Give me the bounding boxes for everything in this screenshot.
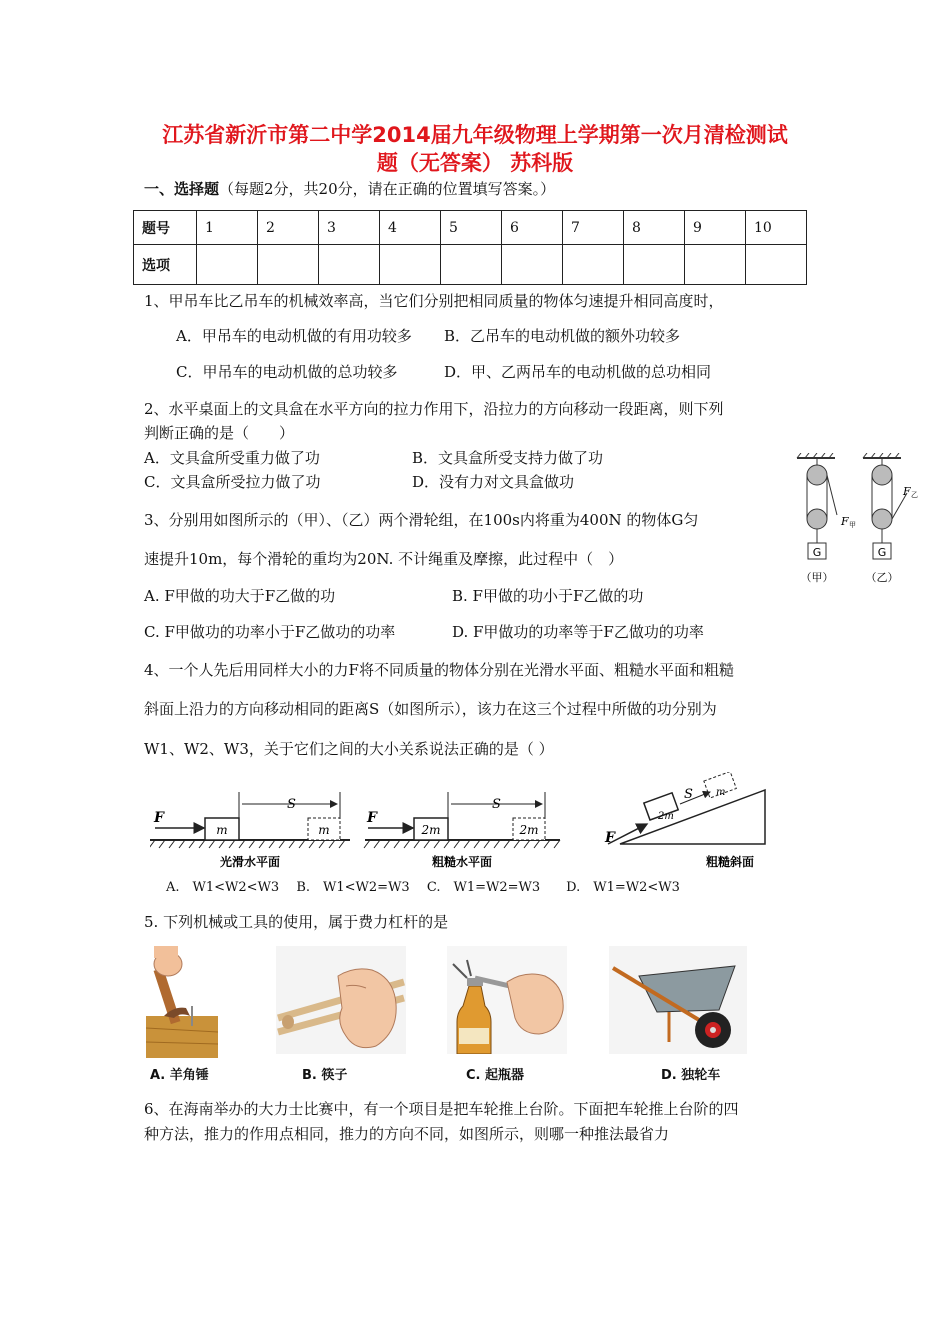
panel-rough-distance-label: S	[492, 797, 501, 812]
q5-caption-d: D. 独轮车	[661, 1068, 721, 1083]
q6-stem-line2: 种方法，推力的作用点相同，推力的方向不同，如图所示，则哪一种推法最省力	[144, 1125, 670, 1143]
answer-table-number: 8	[624, 211, 685, 245]
pulley-yi	[863, 453, 907, 559]
q1-stem: 1、甲吊车比乙吊车的机械效率高，当它们分别把相同质量的物体匀速提升相同高度时，	[144, 292, 724, 310]
pulley-jia-weight-label: G	[812, 546, 822, 559]
answer-cell[interactable]	[319, 245, 380, 285]
answer-table-number: 6	[502, 211, 563, 245]
q2-option-c: C．文具盒所受拉力做了功	[144, 473, 321, 491]
page-title-line2: 题（无答案） 苏科版	[376, 151, 574, 175]
q5-stem: 5. 下列机械或工具的使用，属于费力杠杆的是	[144, 913, 449, 931]
section-heading-label: 一、选择题	[144, 180, 220, 198]
q5-caption-a: A. 羊角锤	[150, 1068, 209, 1083]
answer-cell[interactable]	[441, 245, 502, 285]
panel-incline-distance-label: S	[684, 787, 693, 802]
answer-table-number: 2	[258, 211, 319, 245]
panel-incline-block-dashed-label: m	[716, 787, 726, 798]
q2-stem-line1: 2、水平桌面上的文具盒在水平方向的拉力作用下，沿拉力的方向移动一段距离，则下列	[144, 400, 724, 418]
panel-smooth-block-label: m	[216, 823, 228, 837]
panel-smooth-caption: 光滑水平面	[219, 855, 281, 869]
pulley-jia-label: （甲）	[800, 571, 834, 584]
answer-cell[interactable]	[563, 245, 624, 285]
panel-incline-block-label: 2m	[658, 811, 674, 822]
section-heading-note: （每题2分，共20分，请在正确的位置填写答案。）	[219, 180, 556, 198]
answer-table-header-row	[134, 211, 807, 245]
q1-option-c: C．甲吊车的电动机做的总功较多	[176, 363, 398, 381]
bottle-opener-image	[447, 946, 567, 1054]
panel-rough-block-dashed-label: 2m	[519, 823, 539, 837]
pulley-yi-weight-label: G	[877, 546, 887, 559]
answer-table-number: 4	[380, 211, 441, 245]
panel-smooth-block-dashed-label: m	[318, 823, 330, 837]
pulley-yi-force-label: F	[903, 485, 911, 498]
panel-incline-force-label: F	[605, 830, 615, 846]
answer-cell[interactable]	[197, 245, 258, 285]
answer-cell[interactable]	[258, 245, 319, 285]
q6-stem-line1: 6、在海南举办的大力士比赛中，有一个项目是把车轮推上台阶。下面把车轮推上台阶的四	[144, 1100, 739, 1118]
answer-table-number: 10	[746, 211, 807, 245]
q1-option-a: A．甲吊车的电动机做的有用功较多	[176, 327, 412, 345]
pulley-yi-force-subscript: 乙	[911, 491, 918, 499]
pulley-jia-force-subscript: 甲	[849, 521, 856, 529]
answer-table-row1-label: 题号	[134, 211, 197, 245]
answer-cell[interactable]	[502, 245, 563, 285]
q3-stem-line1: 3、分别用如图所示的（甲）、（乙）两个滑轮组，在100s内将重为400N 的物体G匀	[144, 511, 699, 529]
q4-stem-line2: 斜面上沿力的方向移动相同的距离S（如图所示），该力在这三个过程中所做的功分别为	[144, 700, 717, 718]
answer-table	[133, 210, 807, 285]
answer-cell[interactable]	[380, 245, 441, 285]
q3-stem-line2: 速提升10m，每个滑轮的重均为20N. 不计绳重及摩擦，此过程中（ ）	[144, 550, 624, 568]
page-title-line1: 江苏省新沂市第二中学2014届九年级物理上学期第一次月清检测试	[162, 123, 788, 147]
answer-cell[interactable]	[746, 245, 807, 285]
q3-option-c: C. F甲做功的功率小于F乙做功的功率	[144, 623, 396, 641]
answer-table-answer-row	[134, 245, 807, 285]
q4-options: A. W1<W2<W3 B. W1<W2=W3 C. W1=W2=W3 D. W1=W2<W3	[166, 880, 680, 895]
panel-rough-caption: 粗糙水平面	[431, 855, 493, 869]
q2-stem-line2: 判断正确的是（ ）	[144, 424, 295, 442]
force-distance-figure	[150, 772, 790, 872]
q5-caption-b: B. 筷子	[302, 1068, 348, 1083]
answer-table-number: 3	[319, 211, 380, 245]
answer-table-number: 5	[441, 211, 502, 245]
pulley-figure	[795, 453, 930, 588]
q1-option-b: B．乙吊车的电动机做的额外功较多	[444, 327, 681, 345]
q4-stem-line1: 4、一个人先后用同样大小的力F将不同质量的物体分别在光滑水平面、粗糙水平面和粗糙	[144, 661, 734, 679]
q3-option-b: B. F甲做的功小于F乙做的功	[452, 587, 644, 605]
q4-stem-line3: W1、W2、W3，关于它们之间的大小关系说法正确的是（ ）	[144, 740, 554, 758]
answer-table-number: 7	[563, 211, 624, 245]
q2-option-d: D．没有力对文具盒做功	[412, 473, 575, 491]
chopsticks-image	[276, 946, 406, 1054]
wheelbarrow-image	[609, 946, 747, 1054]
pulley-jia	[797, 453, 837, 559]
answer-cell[interactable]	[624, 245, 685, 285]
panel-smooth-distance-label: S	[287, 797, 296, 812]
answer-cell[interactable]	[685, 245, 746, 285]
q2-option-b: B．文具盒所受支持力做了功	[412, 449, 604, 467]
panel-incline	[608, 772, 765, 844]
answer-table-row2-label: 选项	[134, 245, 197, 285]
answer-table-number: 9	[685, 211, 746, 245]
panel-smooth	[150, 792, 350, 848]
q2-option-a: A．文具盒所受重力做了功	[144, 449, 320, 467]
q3-option-a: A. F甲做的功大于F乙做的功	[144, 587, 336, 605]
pulley-jia-force-label: F	[841, 515, 849, 528]
panel-rough	[364, 792, 560, 848]
pulley-yi-label: （乙）	[865, 571, 899, 584]
claw-hammer-image	[146, 946, 218, 1058]
panel-rough-force-label: F	[367, 810, 377, 826]
panel-rough-block-label: 2m	[421, 823, 441, 837]
q3-option-d: D. F甲做功的功率等于F乙做功的功率	[452, 623, 704, 641]
q5-caption-c: C. 起瓶器	[466, 1068, 525, 1083]
section-heading	[144, 178, 555, 200]
q1-option-d: D．甲、乙两吊车的电动机做的总功相同	[444, 363, 712, 381]
panel-smooth-force-label: F	[154, 810, 164, 826]
panel-incline-caption: 粗糙斜面	[705, 855, 755, 869]
answer-table-number: 1	[197, 211, 258, 245]
